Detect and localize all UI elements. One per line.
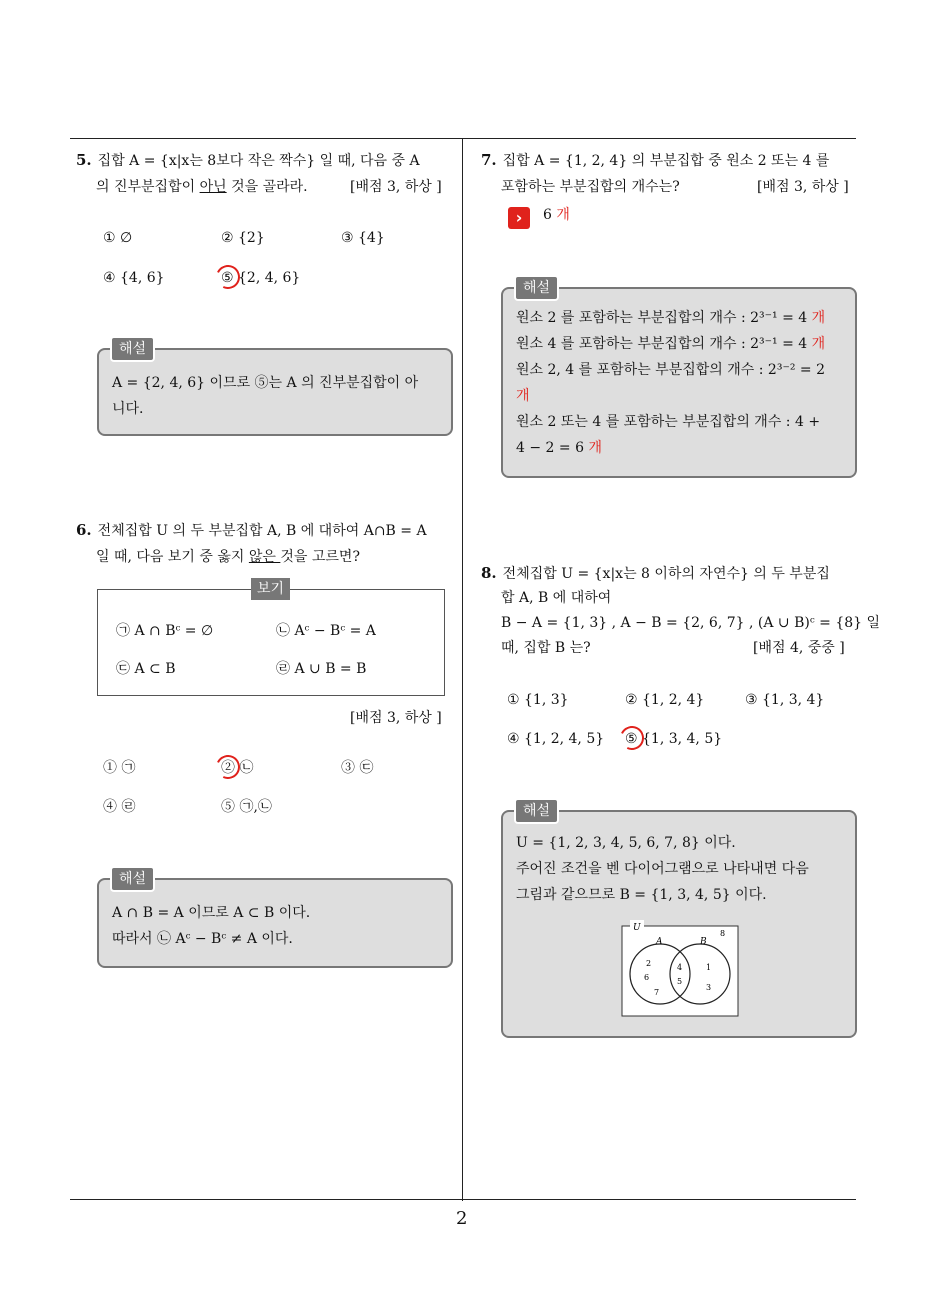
venn-universe-label: U xyxy=(633,923,641,933)
top-rule xyxy=(70,138,856,139)
q8-choice-2[interactable]: ② {1, 2, 4} xyxy=(625,692,705,708)
q6-bogi-item-2: ㉡ Aᶜ − Bᶜ = A xyxy=(276,623,376,639)
venn-a-only-7: 7 xyxy=(654,988,660,997)
q8-sol-line2: 주어진 조건을 벤 다이어그램으로 나타내면 다음 xyxy=(516,861,809,877)
venn-both-4: 4 xyxy=(677,963,683,972)
q8-line3: B − A = {1, 3} , A − B = {2, 6, 7} , (A ∪ B)ᶜ = {8} 일 xyxy=(501,615,881,631)
venn-b-only-3: 3 xyxy=(706,983,712,992)
q6-bogi-item-4: ㉣ A ∪ B = B xyxy=(276,661,367,677)
q7-solution-tag: 해설 xyxy=(514,275,559,301)
q5-text-line2b: 것을 골라라. xyxy=(226,179,308,195)
q8-choice-4[interactable]: ④ {1, 2, 4, 5} xyxy=(507,731,605,747)
q8-choice-5[interactable]: ⑤ {1, 3, 4, 5} xyxy=(625,731,723,747)
q8-choice-3[interactable]: ③ {1, 3, 4} xyxy=(745,692,825,708)
q6-text-line2a: 일 때, 다음 보기 중 옳지 xyxy=(96,549,249,565)
q5-sol-line2: 니다. xyxy=(112,401,144,417)
q7-answer-unit: 개 xyxy=(556,207,570,223)
venn-a-only-6: 6 xyxy=(644,973,650,982)
q6-bogi-box xyxy=(97,589,445,696)
q6-text-line2b: 것을 고르면? xyxy=(280,549,360,565)
q7-sol-line5: 원소 2 또는 4 를 포함하는 부분집합의 개수 : 4 + xyxy=(516,414,821,430)
venn-outside-8: 8 xyxy=(720,929,726,938)
q8-number: 8. xyxy=(481,564,497,582)
answer-arrow-icon: › xyxy=(508,207,530,229)
q6-bogi-item-1: ㉠ A ∩ Bᶜ = ∅ xyxy=(116,623,214,639)
q7-sol-line2: 원소 4 를 포함하는 부분집합의 개수 : 2³⁻¹ = 4 개 xyxy=(516,336,826,352)
venn-set-a-label: A xyxy=(656,937,663,947)
q6-solution-tag: 해설 xyxy=(110,866,155,892)
q6-score: [배점 3, 하상 ] xyxy=(350,710,442,726)
center-divider xyxy=(462,139,463,1201)
q6-sol-line2: 따라서 ㉡ Aᶜ − Bᶜ ≠ A 이다. xyxy=(112,931,293,947)
q6-choice-4[interactable]: ④ ㉣ xyxy=(103,799,136,815)
q5-text-underline: 아닌 xyxy=(199,179,227,195)
q6-sol-line1: A ∩ B = A 이므로 A ⊂ B 이다. xyxy=(112,905,311,921)
q6-choice-5[interactable]: ⑤ ㉠,㉡ xyxy=(221,799,272,815)
q8-choice-1[interactable]: ① {1, 3} xyxy=(507,692,569,708)
q8-solution-box xyxy=(501,810,857,1038)
q6-text-line1: 전체집합 U 의 두 부분집합 A, B 에 대하여 A∩B = A xyxy=(97,523,427,539)
q6-bogi-item-3: ㉢ A ⊂ B xyxy=(116,661,176,677)
q8-sol-line1: U = {1, 2, 3, 4, 5, 6, 7, 8} 이다. xyxy=(516,835,736,851)
q8-score: [배점 4, 중중 ] xyxy=(753,640,845,656)
q8-sol-line3: 그림과 같으므로 B = {1, 3, 4, 5} 이다. xyxy=(516,887,767,903)
q5-text-line1: 집합 A = {x|x는 8보다 작은 짝수} 일 때, 다음 중 A xyxy=(97,153,420,169)
q5-solution-tag: 해설 xyxy=(110,336,155,362)
venn-set-b-label: B xyxy=(700,937,707,947)
bottom-rule xyxy=(70,1199,856,1200)
q6-number: 6. xyxy=(76,521,92,539)
venn-both-5: 5 xyxy=(677,977,683,986)
q6-text-underline: 않은 xyxy=(248,549,281,565)
venn-a-only-2: 2 xyxy=(646,959,652,968)
q6-bogi-tag: 보기 xyxy=(251,578,290,600)
q5-text-line2a: 의 진부분집합이 xyxy=(96,179,200,195)
q7-answer xyxy=(543,205,570,225)
q5-sol-line1: A = {2, 4, 6} 이므로 ⑤는 A 의 진부분집합이 아 xyxy=(112,375,419,391)
venn-b-only-1: 1 xyxy=(706,963,712,972)
q7-line1 xyxy=(481,150,829,171)
page-number: 2 xyxy=(456,1208,468,1229)
q5-number: 5. xyxy=(76,151,92,169)
q5-choice-1[interactable]: ① ∅ xyxy=(103,230,133,246)
q6-choice-3[interactable]: ③ ㉢ xyxy=(341,760,374,776)
q5-choice-3[interactable]: ③ {4} xyxy=(341,230,385,246)
q7-solution-box xyxy=(501,287,857,478)
q7-number: 7. xyxy=(481,151,497,169)
q8-line4: 때, 집합 B 는? xyxy=(501,640,591,656)
q7-score: [배점 3, 하상 ] xyxy=(757,179,849,195)
q5-choice-2[interactable]: ② {2} xyxy=(221,230,265,246)
q5-line1 xyxy=(76,150,420,171)
q6-choice-1[interactable]: ① ㉠ xyxy=(103,760,136,776)
q6-choice-2[interactable]: ② ㉡ xyxy=(221,760,254,776)
q7-sol-line1: 원소 2 를 포함하는 부분집합의 개수 : 2³⁻¹ = 4 개 xyxy=(516,310,826,326)
q7-line2: 포함하는 부분집합의 개수는? xyxy=(501,179,680,195)
q5-choice-5[interactable]: ⑤ {2, 4, 6} xyxy=(221,270,301,286)
q6-line1 xyxy=(76,520,427,541)
q8-solution-tag: 해설 xyxy=(514,798,559,824)
q6-line2 xyxy=(96,547,360,567)
q5-choice-4[interactable]: ④ {4, 6} xyxy=(103,270,165,286)
q7-answer-value: 6 xyxy=(543,207,552,223)
q7-sol-line3: 원소 2, 4 를 포함하는 부분집합의 개수 : 2³⁻² = 2 xyxy=(516,362,825,378)
q8-line2: 합 A, B 에 대하여 xyxy=(501,590,612,606)
q7-sol-line4: 개 xyxy=(516,388,530,404)
q7-text-line1: 집합 A = {1, 2, 4} 의 부분집합 중 원소 2 또는 4 를 xyxy=(502,153,830,169)
q5-score: [배점 3, 하상 ] xyxy=(350,179,442,195)
q8-line1 xyxy=(481,563,830,584)
venn-diagram xyxy=(620,920,742,1020)
q5-line2 xyxy=(96,177,308,197)
q8-text-line1: 전체집합 U = {x|x는 8 이하의 자연수} 의 두 부분집 xyxy=(502,566,830,582)
q7-sol-line6: 4 − 2 = 6 개 xyxy=(516,440,602,456)
